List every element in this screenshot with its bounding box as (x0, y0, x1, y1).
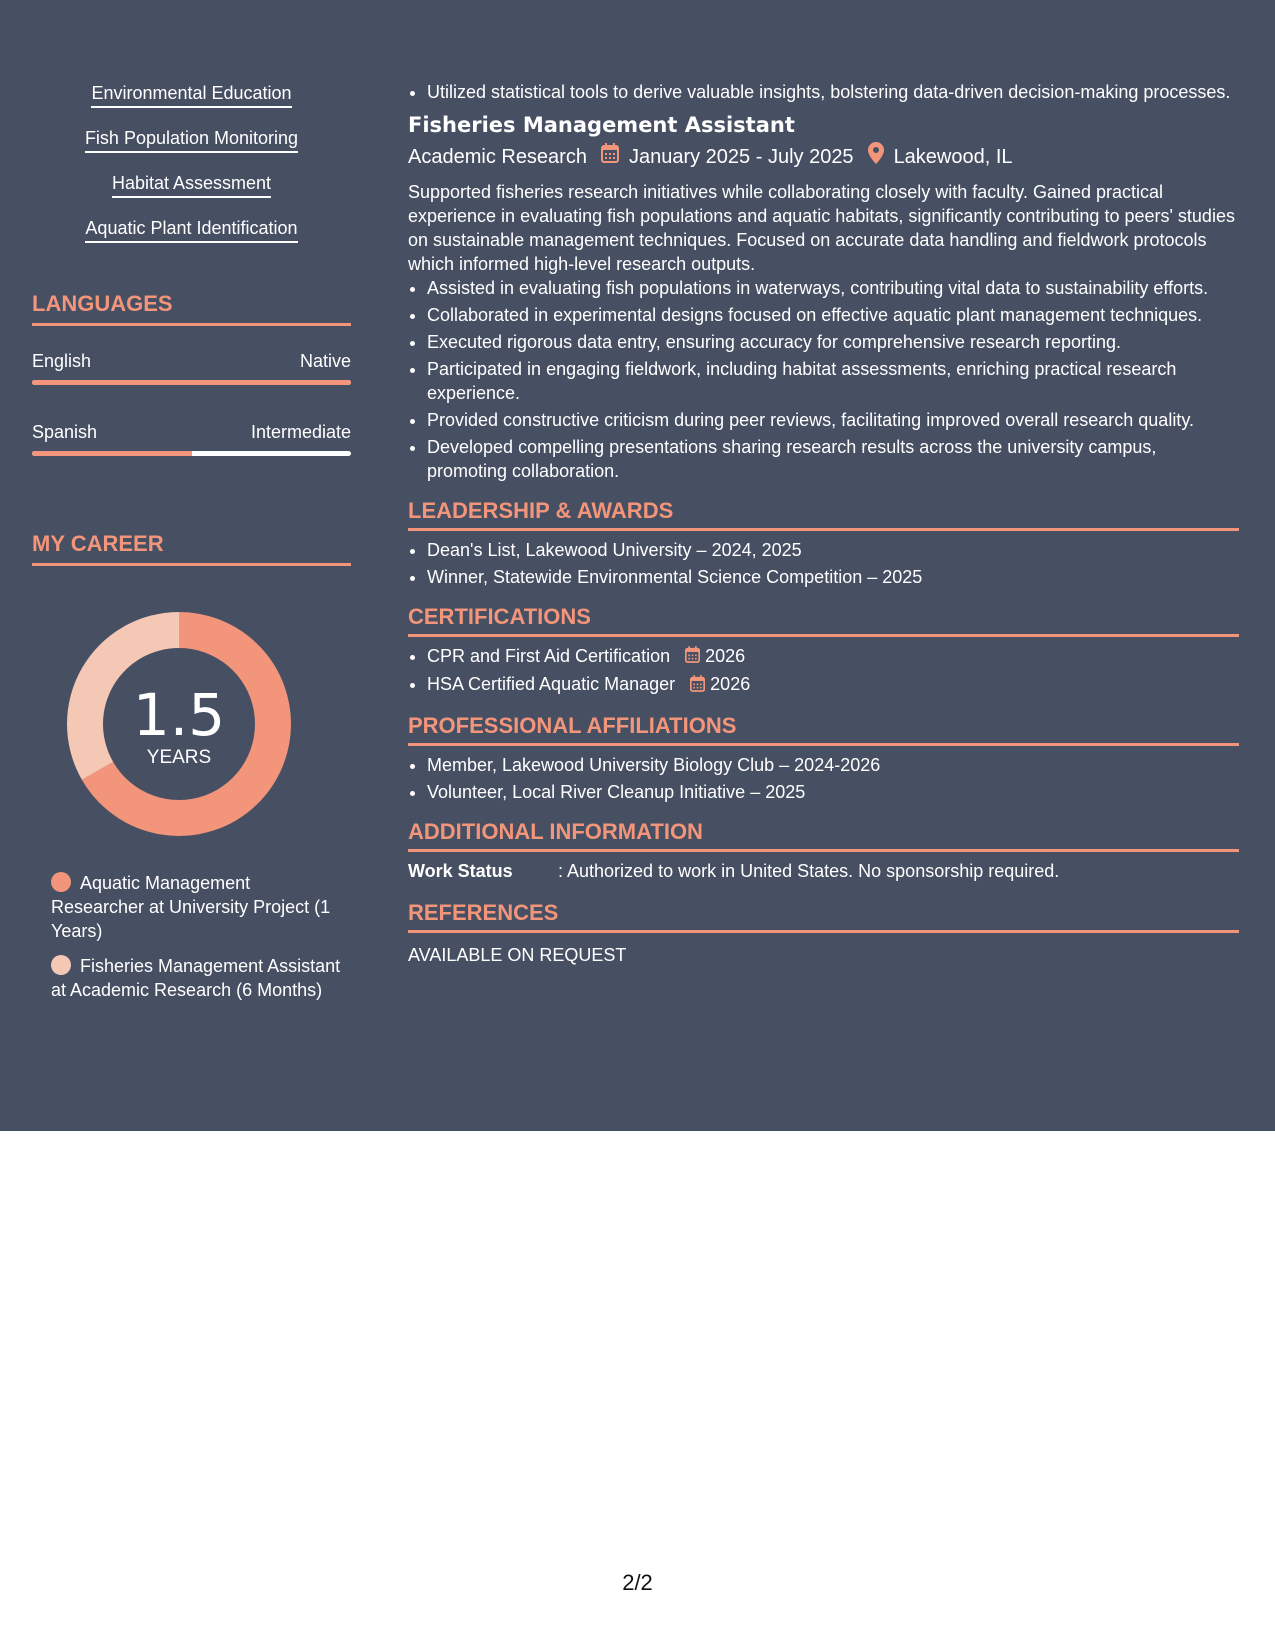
location-pin-icon (868, 142, 884, 172)
calendar-icon (685, 645, 700, 669)
career-legend-label: Fisheries Management Assistant at Academic Research (6 Months) (51, 956, 341, 1000)
cert-year: 2026 (705, 646, 746, 666)
awards-heading: LEADERSHIP & AWARDS (408, 497, 1239, 531)
list-item: • Volunteer, Local River Cleanup Initiative – 2025 (427, 780, 1239, 804)
affiliations-list (408, 753, 1239, 804)
job-company: Academic Research (408, 146, 587, 168)
job-dates: January 2025 - July 2025 (628, 146, 854, 168)
career-legend-item (51, 954, 341, 1002)
cert-year: 2026 (710, 674, 751, 695)
references-heading: REFERENCES (408, 899, 1239, 933)
list-item: • Utilized statistical tools to derive valuable insights, bolstering data-driven decision-making processes. (427, 80, 1239, 104)
career-donut-chart (66, 611, 292, 837)
skill-item: Environmental Education (91, 82, 291, 108)
list-item (427, 672, 1239, 697)
certifications-heading: CERTIFICATIONS (408, 603, 1239, 637)
legend-dot-icon (51, 955, 71, 975)
language-entry (32, 350, 351, 385)
list-item: • Provided constructive criticism during peer reviews, facilitating improved overall research quality. (427, 408, 1239, 432)
job-description: Supported fisheries research initiatives while collaborating closely with faculty. Gained practical experience in evaluating fish populations and aquatic habitats, significantly contributing to peers' studies on sustainable management techniques. Focused on accurate data handling and fieldwork protocols which informed high-level research outputs. (408, 182, 1235, 274)
job-meta (408, 142, 1239, 172)
calendar-icon (601, 143, 619, 171)
page-number: 2/2 (622, 1570, 653, 1595)
list-item: • Developed compelling presentations sharing research results across the university campus, promoting collaboration. (427, 435, 1239, 483)
language-proficiency-bar (32, 380, 351, 385)
language-entry (32, 421, 351, 456)
additional-info-heading: ADDITIONAL INFORMATION (408, 818, 1239, 852)
cert-name: CPR and First Aid Certification (427, 646, 671, 666)
language-proficiency-fill (32, 451, 192, 456)
list-item: • Winner, Statewide Environmental Science Competition – 2025 (427, 565, 1239, 589)
career-legend-label: Aquatic Management Researcher at University Project (1 Years) (51, 873, 331, 941)
career-legend-item (51, 871, 341, 943)
list-item: • Collaborated in experimental designs focused on effective aquatic plant management techniques. (427, 303, 1239, 327)
affiliations-heading: PROFESSIONAL AFFILIATIONS (408, 712, 1239, 746)
language-level: Native (299, 351, 351, 371)
skill-item: Habitat Assessment (112, 172, 271, 198)
skill-item: Aquatic Plant Identification (85, 217, 297, 243)
cert-name: HSA Certified Aquatic Manager (427, 674, 676, 695)
language-name: Spanish (32, 422, 98, 442)
career-legend (32, 871, 351, 1002)
language-name: English (32, 351, 92, 371)
job-bullets (408, 276, 1239, 483)
legend-dot-icon (51, 872, 71, 892)
work-status-row (408, 859, 1239, 883)
list-item: • Assisted in evaluating fish populations in waterways, contributing vital data to sustainability efforts. (427, 276, 1239, 300)
list-item (427, 644, 1239, 669)
job-title: Fisheries Management Assistant (408, 113, 795, 137)
career-total-number: 1.5 (132, 681, 226, 749)
career-heading: MY CAREER (32, 530, 351, 566)
main-content (408, 80, 1239, 967)
references-text: AVAILABLE ON REQUEST (408, 944, 627, 965)
work-status-label: Work Status (408, 860, 513, 881)
job-location: Lakewood, IL (893, 146, 1013, 168)
calendar-icon (690, 674, 705, 698)
list-item: • Executed rigorous data entry, ensuring accuracy for comprehensive research reporting. (427, 330, 1239, 354)
language-level: Intermediate (250, 422, 351, 442)
skills-list (32, 82, 351, 262)
skill-item: Fish Population Monitoring (85, 127, 298, 153)
career-total-unit: YEARS (146, 747, 212, 768)
list-item: • Dean's List, Lakewood University – 2024, 2025 (427, 538, 1239, 562)
list-item: • Participated in engaging fieldwork, including habitat assessments, enriching practical research experience. (427, 357, 1239, 405)
list-item: • Member, Lakewood University Biology Club – 2024-2026 (427, 753, 1239, 777)
language-proficiency-bar (32, 451, 351, 456)
awards-list (408, 538, 1239, 589)
work-status-value: : Authorized to work in United States. No sponsorship required. (558, 860, 1060, 881)
certifications-list (408, 644, 1239, 698)
previous-job-bullets (408, 80, 1239, 104)
languages-heading: LANGUAGES (32, 290, 351, 326)
language-proficiency-fill (32, 380, 351, 385)
sidebar (32, 82, 351, 1013)
